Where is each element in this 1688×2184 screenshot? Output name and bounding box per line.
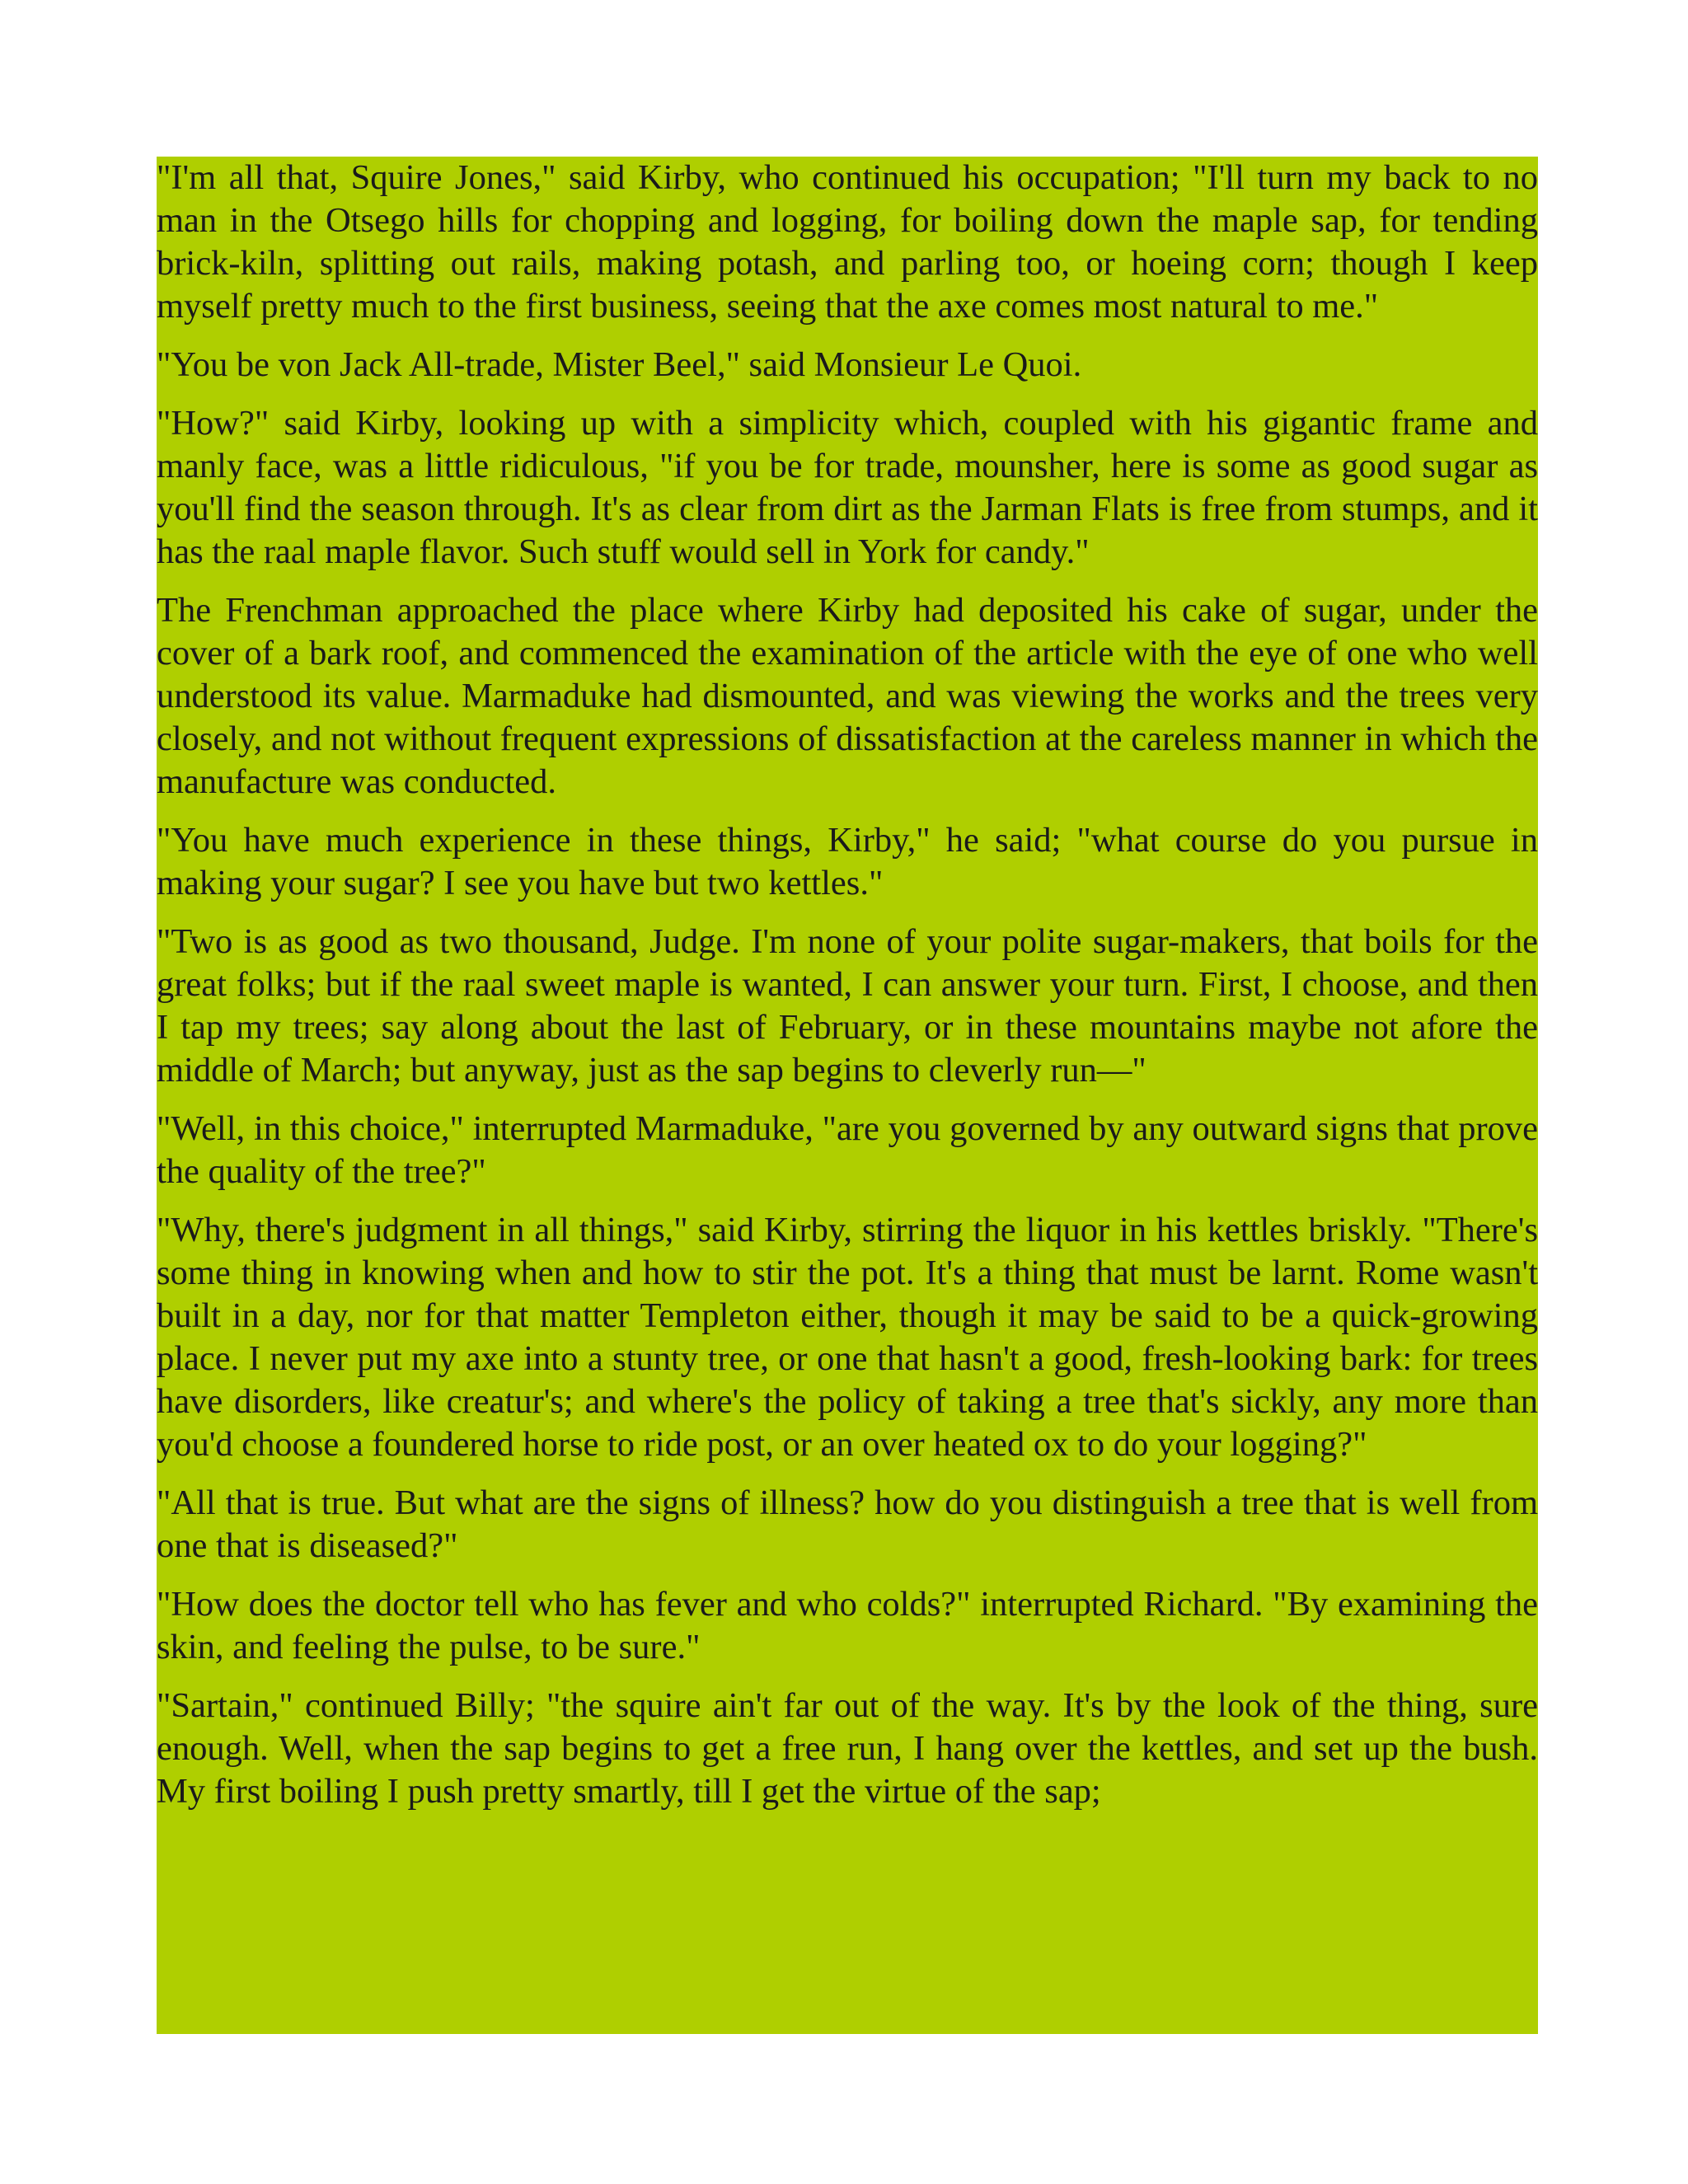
paragraph-5: "You have much experience in these things, Kirby," he said; "what course do you pursue in making your sugar? I see you have but two kettles."	[157, 821, 1538, 902]
highlighted-text-block	[157, 157, 1538, 2034]
paragraph-4: The Frenchman approached the place where Kirby had deposited his cake of sugar, under the cover of a bark roof, and commenced the examination of the article with the eye of one who well understood its value. Marmaduke had dismounted, and was viewing the works and the trees very closely, and not without frequent expressions of dissatisfaction at the careless manner in which the manufacture was conducted.	[157, 591, 1538, 801]
paragraph-9: "All that is true. But what are the signs of illness? how do you distinguish a tree that is well from one that is diseased?"	[157, 1483, 1538, 1565]
paragraph-1: "I'm all that, Squire Jones," said Kirby, who continued his occupation; "I'll turn my back to no man in the Otsego hills for chopping and logging, for boiling down the maple sap, for tending brick-kiln, splitting out rails, making potash, and parling too, or hoeing corn; though I keep myself pretty much to the first business, seeing that the axe comes most natural to me."	[157, 158, 1538, 326]
paragraph-2: "You be von Jack All-trade, Mister Beel," said Monsieur Le Quoi.	[157, 345, 1082, 384]
paragraph-10: "How does the doctor tell who has fever and who colds?" interrupted Richard. "By examining the skin, and feeling the pulse, to be sure."	[157, 1585, 1538, 1666]
paragraph-6: "Two is as good as two thousand, Judge. I'm none of your polite sugar-makers, that boils for the great folks; but if the raal sweet maple is wanted, I can answer your turn. First, I choose, and then I tap my trees; say along about the last of February, or in these mountains maybe not afore the middle of March; but anyway, just as the sap begins to cleverly run—"	[157, 922, 1538, 1090]
paragraph-7: "Well, in this choice," interrupted Marmaduke, "are you governed by any outward signs that prove the quality of the tree?"	[157, 1109, 1538, 1191]
paragraph-11: "Sartain," continued Billy; "the squire ain't far out of the way. It's by the look of the thing, sure enough. Well, when the sap begins to get a free run, I hang over the kettles, and set up the bush. My first boiling I push pretty smartly, till I get the virtue of the sap;	[157, 1686, 1538, 1811]
paragraph-3: "How?" said Kirby, looking up with a simplicity which, coupled with his gigantic frame and manly face, was a little ridiculous, "if you be for trade, mounsher, here is some as good sugar as you'll find the season through. It's as clear from dirt as the Jarman Flats is free from stumps, and it has the raal maple flavor. Such stuff would sell in York for candy."	[157, 404, 1538, 571]
paragraph-8: "Why, there's judgment in all things," said Kirby, stirring the liquor in his kettles briskly. "There's some thing in knowing when and how to stir the pot. It's a thing that must be larnt. Rome wasn't built in a day, nor for that matter Templeton either, though it may be said to be a quick-growing place. I never put my axe into a stunty tree, or one that hasn't a good, fresh-looking bark: for trees have disorders, like creatur's; and where's the policy of taking a tree that's sickly, any more than you'd choose a foundered horse to ride post, or an over heated ox to do your logging?"	[157, 1211, 1538, 1464]
